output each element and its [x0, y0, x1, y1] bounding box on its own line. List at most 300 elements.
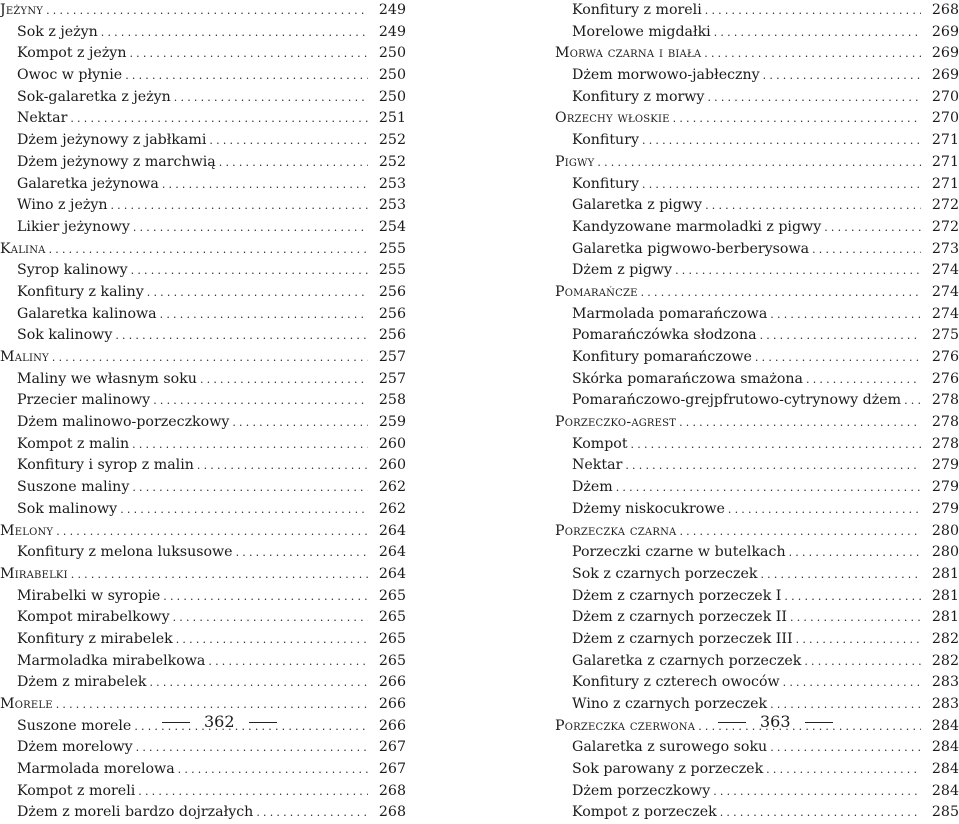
page-number: 265	[378, 652, 406, 669]
page-number: 262	[378, 500, 406, 517]
index-entry	[555, 195, 959, 217]
entry-label: Skórka pomarańczowa smażona	[572, 370, 803, 387]
page-number: 253	[378, 197, 406, 214]
page-number: 264	[378, 522, 406, 539]
index-entry	[555, 325, 959, 347]
entry-label: Porzeczko-agrest	[555, 414, 677, 431]
dot-leader	[625, 455, 921, 477]
dot-leader	[163, 586, 368, 608]
index-entry	[0, 217, 406, 239]
dot-leader	[806, 369, 921, 391]
index-entry	[0, 152, 406, 174]
index-entry	[0, 65, 406, 87]
dot-leader	[162, 174, 368, 196]
index-entry	[0, 651, 406, 673]
dot-leader	[133, 217, 368, 239]
index-entry	[555, 130, 959, 152]
dot-leader	[760, 564, 921, 586]
entry-label: Likier jeżynowy	[17, 218, 130, 235]
index-entry	[0, 108, 406, 130]
dot-leader	[673, 108, 921, 130]
page-number: 284	[931, 761, 959, 778]
index-entry	[0, 369, 406, 391]
index-entry	[0, 87, 406, 109]
page-number: 280	[931, 544, 959, 561]
entry-label: Maliny we własnym soku	[17, 370, 197, 387]
entry-label: Dżem z czarnych porzeczek II	[572, 609, 788, 626]
entry-label: Kompot z porzeczek	[572, 804, 717, 821]
page-number: 278	[931, 414, 959, 431]
index-entry	[0, 304, 406, 326]
page-number: 267	[378, 761, 406, 778]
page-number: 262	[378, 479, 406, 496]
page-number: 283	[931, 674, 959, 691]
dot-leader	[704, 43, 921, 65]
entry-label: Konfitury z czterech owoców	[572, 674, 780, 691]
entry-label: Konfitury z mirabelek	[17, 630, 173, 647]
index-entry	[555, 87, 959, 109]
page-number: 265	[378, 587, 406, 604]
dot-leader	[174, 87, 368, 109]
dot-leader	[232, 412, 368, 434]
dot-leader	[200, 369, 368, 391]
entry-label: Porzeczka czarna	[555, 522, 677, 539]
entry-label: Dżem z czarnych porzeczek III	[572, 630, 793, 647]
page-number: 249	[378, 23, 406, 40]
dot-leader	[705, 0, 921, 22]
page-number: 282	[931, 630, 959, 647]
dot-leader	[707, 87, 921, 109]
entry-label: Konfitury	[572, 175, 639, 192]
dot-leader	[236, 542, 368, 564]
entry-label: Kompot z moreli	[17, 782, 136, 799]
dot-leader	[760, 325, 921, 347]
dot-leader	[631, 434, 921, 456]
page-number: 279	[931, 500, 959, 517]
dot-leader	[770, 304, 921, 326]
dot-leader	[705, 195, 921, 217]
page-number: 280	[931, 522, 959, 539]
page-number: 274	[931, 262, 959, 279]
index-entry	[0, 390, 406, 412]
page-number: 278	[931, 392, 959, 409]
page-number-right: 363	[760, 712, 791, 731]
entry-label: Porzeczka czerwona	[555, 717, 696, 734]
entry-label: Marmolada pomarańczowa	[572, 305, 768, 322]
dot-leader	[132, 434, 368, 456]
index-entry	[0, 607, 406, 629]
entry-label: Pomarańczowo-grejpfrutowo-cytrynowy dżem	[572, 392, 902, 409]
index-entry	[0, 455, 406, 477]
entry-label: Konfitury z melona luksusowe	[17, 544, 233, 561]
index-entry	[555, 0, 959, 22]
entry-label: Mirabelki	[0, 565, 68, 582]
entry-label: Morwa czarna i biała	[555, 45, 702, 62]
page-number: 249	[378, 2, 406, 18]
index-entry	[0, 325, 406, 347]
dot-leader	[796, 629, 921, 651]
dot-leader	[755, 347, 921, 369]
dot-leader	[679, 521, 921, 543]
page-number: 264	[378, 565, 406, 582]
page-number: 274	[931, 305, 959, 322]
page-number: 281	[931, 587, 959, 604]
entry-label: Sok parowany z porzeczek	[572, 761, 764, 778]
entry-label: Wino z czarnych porzeczek	[572, 696, 768, 712]
page-number: 264	[378, 544, 406, 561]
page-number: 258	[378, 392, 406, 409]
entry-label: Galaretka jeżynowa	[17, 175, 159, 192]
index-entry	[555, 607, 959, 629]
entry-label: Dżem z czarnych porzeczek I	[572, 587, 782, 604]
entry-label: Dżem z pigwy	[572, 262, 673, 279]
entry-label: Galaretka pigwowo-berberysowa	[572, 240, 810, 257]
page-number: 268	[931, 2, 959, 18]
dot-leader	[679, 412, 921, 434]
entry-label: Nektar	[572, 457, 623, 474]
entry-label: Dżem porzeczkowy	[572, 782, 711, 799]
entry-label: Konfitury z kaliny	[17, 283, 144, 300]
entry-label: Porzeczki czarne w butelkach	[572, 544, 786, 561]
index-entry	[555, 22, 959, 44]
page-number: 269	[931, 45, 959, 62]
entry-label: Dżem z mirabelek	[17, 674, 147, 691]
index-heading	[555, 282, 959, 304]
page-number: 250	[378, 45, 406, 62]
page-number: 284	[931, 782, 959, 799]
page-number: 271	[931, 153, 959, 170]
page-number: 282	[931, 652, 959, 669]
dot-leader	[115, 325, 368, 347]
dot-leader	[208, 651, 368, 673]
dot-leader	[790, 607, 921, 629]
dot-leader	[132, 477, 368, 499]
index-entry	[555, 217, 959, 239]
entry-label: Sok z jeżyn	[17, 23, 98, 40]
entry-label: Dżem	[572, 479, 613, 496]
page-number: 259	[378, 414, 406, 431]
page-number: 266	[378, 674, 406, 691]
entry-label: Pomarańczówka słodzona	[572, 327, 757, 344]
entry-label: Marmoladka mirabelkowa	[17, 652, 206, 669]
index-heading	[0, 564, 406, 586]
dot-leader	[70, 108, 368, 130]
dot-leader	[209, 130, 368, 152]
page-number: 271	[931, 132, 959, 149]
page-number: 276	[931, 349, 959, 365]
page-number: 274	[931, 283, 959, 300]
page-number: 272	[931, 218, 959, 235]
dot-leader	[56, 521, 368, 543]
page-number: 256	[378, 305, 406, 322]
index-heading	[555, 43, 959, 65]
index-entry	[555, 390, 959, 412]
page-number: 252	[378, 132, 406, 149]
index-heading	[0, 239, 406, 261]
dot-leader	[71, 564, 368, 586]
dot-leader	[713, 781, 921, 803]
index-entry	[0, 672, 406, 694]
index-entry	[0, 781, 406, 803]
page-number: 251	[378, 110, 406, 127]
index-entry	[555, 781, 959, 803]
index-entry	[555, 65, 959, 87]
page-number: 269	[931, 23, 959, 40]
index-entry	[0, 22, 406, 44]
entry-label: Galaretka z surowego soku	[572, 739, 768, 756]
entry-label: Dżem jeżynowy z marchwią	[17, 153, 216, 170]
index-entry	[0, 434, 406, 456]
index-entry	[0, 43, 406, 65]
dot-leader	[131, 260, 368, 282]
page-number: 270	[931, 88, 959, 105]
page-number: 284	[931, 717, 959, 734]
page-footer-right	[718, 712, 833, 732]
page-number: 271	[931, 175, 959, 192]
dot-leader	[125, 65, 368, 87]
footer-rule	[249, 722, 277, 723]
entry-label: Konfitury z morwy	[572, 88, 705, 105]
dot-leader	[129, 43, 368, 65]
index-entry	[555, 586, 959, 608]
entry-label: Kandyzowane marmoladki z pigwy	[572, 218, 822, 235]
index-entry	[555, 802, 959, 824]
index-entry	[555, 260, 959, 282]
entry-label: Konfitury pomarańczowe	[572, 349, 752, 365]
index-entry	[555, 759, 959, 781]
footer-rule	[162, 722, 190, 723]
page-number: 279	[931, 479, 959, 496]
dot-leader	[642, 130, 921, 152]
page-number: 285	[931, 804, 959, 821]
dot-leader	[597, 152, 921, 174]
page-number: 270	[931, 110, 959, 127]
entry-label: Kompot z malin	[17, 435, 130, 452]
index-entry	[555, 477, 959, 499]
index-heading	[0, 347, 406, 369]
index-entry	[0, 282, 406, 304]
page-number: 256	[378, 327, 406, 344]
page-number: 266	[378, 717, 406, 734]
dot-leader	[46, 0, 368, 22]
index-entry	[555, 672, 959, 694]
index-heading	[555, 152, 959, 174]
dot-leader	[784, 586, 921, 608]
dot-leader	[153, 390, 368, 412]
index-entry	[0, 586, 406, 608]
dot-leader	[49, 239, 368, 261]
index-entry	[0, 174, 406, 196]
page-number: 269	[931, 67, 959, 84]
dot-leader	[147, 282, 368, 304]
entry-label: Dżem malinowo-porzeczkowy	[17, 414, 230, 431]
index-entry	[555, 239, 959, 261]
dot-leader	[101, 22, 368, 44]
index-entry	[555, 304, 959, 326]
entry-label: Orzechy włoskie	[555, 110, 670, 127]
entry-label: Wino z jeżyn	[17, 197, 108, 214]
dot-leader	[714, 22, 921, 44]
entry-label: Owoc w płynie	[17, 67, 123, 84]
page-number: 281	[931, 565, 959, 582]
page-number-left: 362	[204, 712, 235, 731]
dot-leader	[642, 174, 921, 196]
entry-label: Kompot z jeżyn	[17, 45, 127, 62]
index-heading	[555, 412, 959, 434]
entry-label: Sok-galaretka z jeżyn	[17, 88, 171, 105]
index-column-right	[555, 0, 959, 824]
index-entry	[0, 802, 406, 824]
entry-label: Sok malinowy	[17, 500, 118, 517]
footer-rule	[805, 722, 833, 723]
page-number: 283	[931, 696, 959, 712]
index-heading	[555, 108, 959, 130]
dot-leader	[120, 499, 368, 521]
entry-label: Pigwy	[555, 153, 595, 170]
entry-label: Konfitury z moreli	[572, 2, 702, 18]
index-entry	[555, 434, 959, 456]
index-entry	[555, 347, 959, 369]
page-number: 257	[378, 349, 406, 365]
entry-label: Nektar	[17, 110, 68, 127]
page-number: 267	[378, 739, 406, 756]
index-entry	[0, 195, 406, 217]
index-entry	[555, 499, 959, 521]
entry-label: Dżem jeżynowy z jabłkami	[17, 132, 207, 149]
page-number: 266	[378, 696, 406, 712]
page-number: 260	[378, 457, 406, 474]
index-column-left	[0, 0, 406, 824]
page-number: 265	[378, 609, 406, 626]
dot-leader	[197, 455, 368, 477]
page-number: 268	[378, 782, 406, 799]
page-number: 275	[931, 327, 959, 344]
dot-leader	[176, 629, 368, 651]
page-footer-left	[162, 712, 277, 732]
page-number: 256	[378, 283, 406, 300]
index-entry	[0, 629, 406, 651]
page-number: 250	[378, 88, 406, 105]
page-number: 250	[378, 67, 406, 84]
entry-label: Morelowe migdałki	[572, 23, 711, 40]
index-entry	[0, 412, 406, 434]
entry-label: Sok kalinowy	[17, 327, 113, 344]
page-number: 253	[378, 175, 406, 192]
page-number: 260	[378, 435, 406, 452]
entry-label: Kompot	[572, 435, 628, 452]
dot-leader	[256, 802, 368, 824]
entry-label: Pomarańcze	[555, 283, 638, 300]
dot-leader	[110, 195, 368, 217]
index-entry	[0, 477, 406, 499]
dot-leader	[783, 672, 921, 694]
dot-leader	[178, 759, 368, 781]
dot-leader	[675, 260, 921, 282]
entry-label: Morele	[0, 696, 53, 712]
dot-leader	[763, 65, 921, 87]
page-number: 255	[378, 240, 406, 257]
page-number: 252	[378, 153, 406, 170]
page-number: 276	[931, 370, 959, 387]
entry-label: Kompot mirabelkowy	[17, 609, 170, 626]
page-number: 279	[931, 457, 959, 474]
entry-label: Maliny	[0, 349, 49, 365]
index-entry	[555, 174, 959, 196]
dot-leader	[812, 239, 921, 261]
index-entry	[555, 629, 959, 651]
entry-label: Suszone morele	[17, 717, 132, 734]
page-number: 268	[378, 804, 406, 821]
dot-leader	[641, 282, 921, 304]
entry-label: Sok z czarnych porzeczek	[572, 565, 758, 582]
index-entry	[555, 651, 959, 673]
entry-label: Kalina	[0, 240, 46, 257]
index-entry	[0, 260, 406, 282]
page-number: 257	[378, 370, 406, 387]
dot-leader	[824, 217, 921, 239]
page-number: 273	[931, 240, 959, 257]
index-heading	[555, 521, 959, 543]
entry-label: Suszone maliny	[17, 479, 130, 496]
entry-label: Konfitury	[572, 132, 639, 149]
entry-label: Jeżyny	[0, 2, 44, 18]
index-heading	[0, 521, 406, 543]
entry-label: Dżem morwowo-jabłeczny	[572, 67, 760, 84]
index-entry	[0, 759, 406, 781]
page-number: 278	[931, 435, 959, 452]
dot-leader	[728, 499, 921, 521]
page-number: 254	[378, 218, 406, 235]
dot-leader	[160, 304, 368, 326]
index-entry	[0, 130, 406, 152]
entry-label: Marmolada morelowa	[17, 761, 175, 778]
index-entry	[555, 564, 959, 586]
page-number: 255	[378, 262, 406, 279]
dot-leader	[219, 152, 368, 174]
entry-label: Dżem morelowy	[17, 739, 133, 756]
index-entry	[0, 542, 406, 564]
entry-label: Przecier malinowy	[17, 392, 151, 409]
index-entry	[555, 542, 959, 564]
dot-leader	[789, 542, 921, 564]
dot-leader	[149, 672, 368, 694]
dot-leader	[804, 651, 921, 673]
dot-leader	[766, 759, 921, 781]
page-number: 265	[378, 630, 406, 647]
entry-label: Syrop kalinowy	[17, 262, 128, 279]
entry-label: Galaretka kalinowa	[17, 305, 157, 322]
index-entry	[0, 499, 406, 521]
page-number: 272	[931, 197, 959, 214]
index-heading	[0, 0, 406, 22]
page-number: 284	[931, 739, 959, 756]
dot-leader	[52, 347, 368, 369]
page-number: 281	[931, 609, 959, 626]
entry-label: Dżem z moreli bardzo dojrzałych	[17, 804, 254, 821]
dot-leader	[138, 781, 368, 803]
index-entry	[555, 455, 959, 477]
dot-leader	[720, 802, 921, 824]
footer-rule	[718, 722, 746, 723]
dot-leader	[173, 607, 368, 629]
dot-leader	[616, 477, 921, 499]
entry-label: Mirabelki w syropie	[17, 587, 161, 604]
entry-label: Melony	[0, 522, 54, 539]
entry-label: Galaretka z czarnych porzeczek	[572, 652, 802, 669]
entry-label: Konfitury i syrop z malin	[17, 457, 194, 474]
entry-label: Galaretka z pigwy	[572, 197, 703, 214]
index-entry	[555, 369, 959, 391]
